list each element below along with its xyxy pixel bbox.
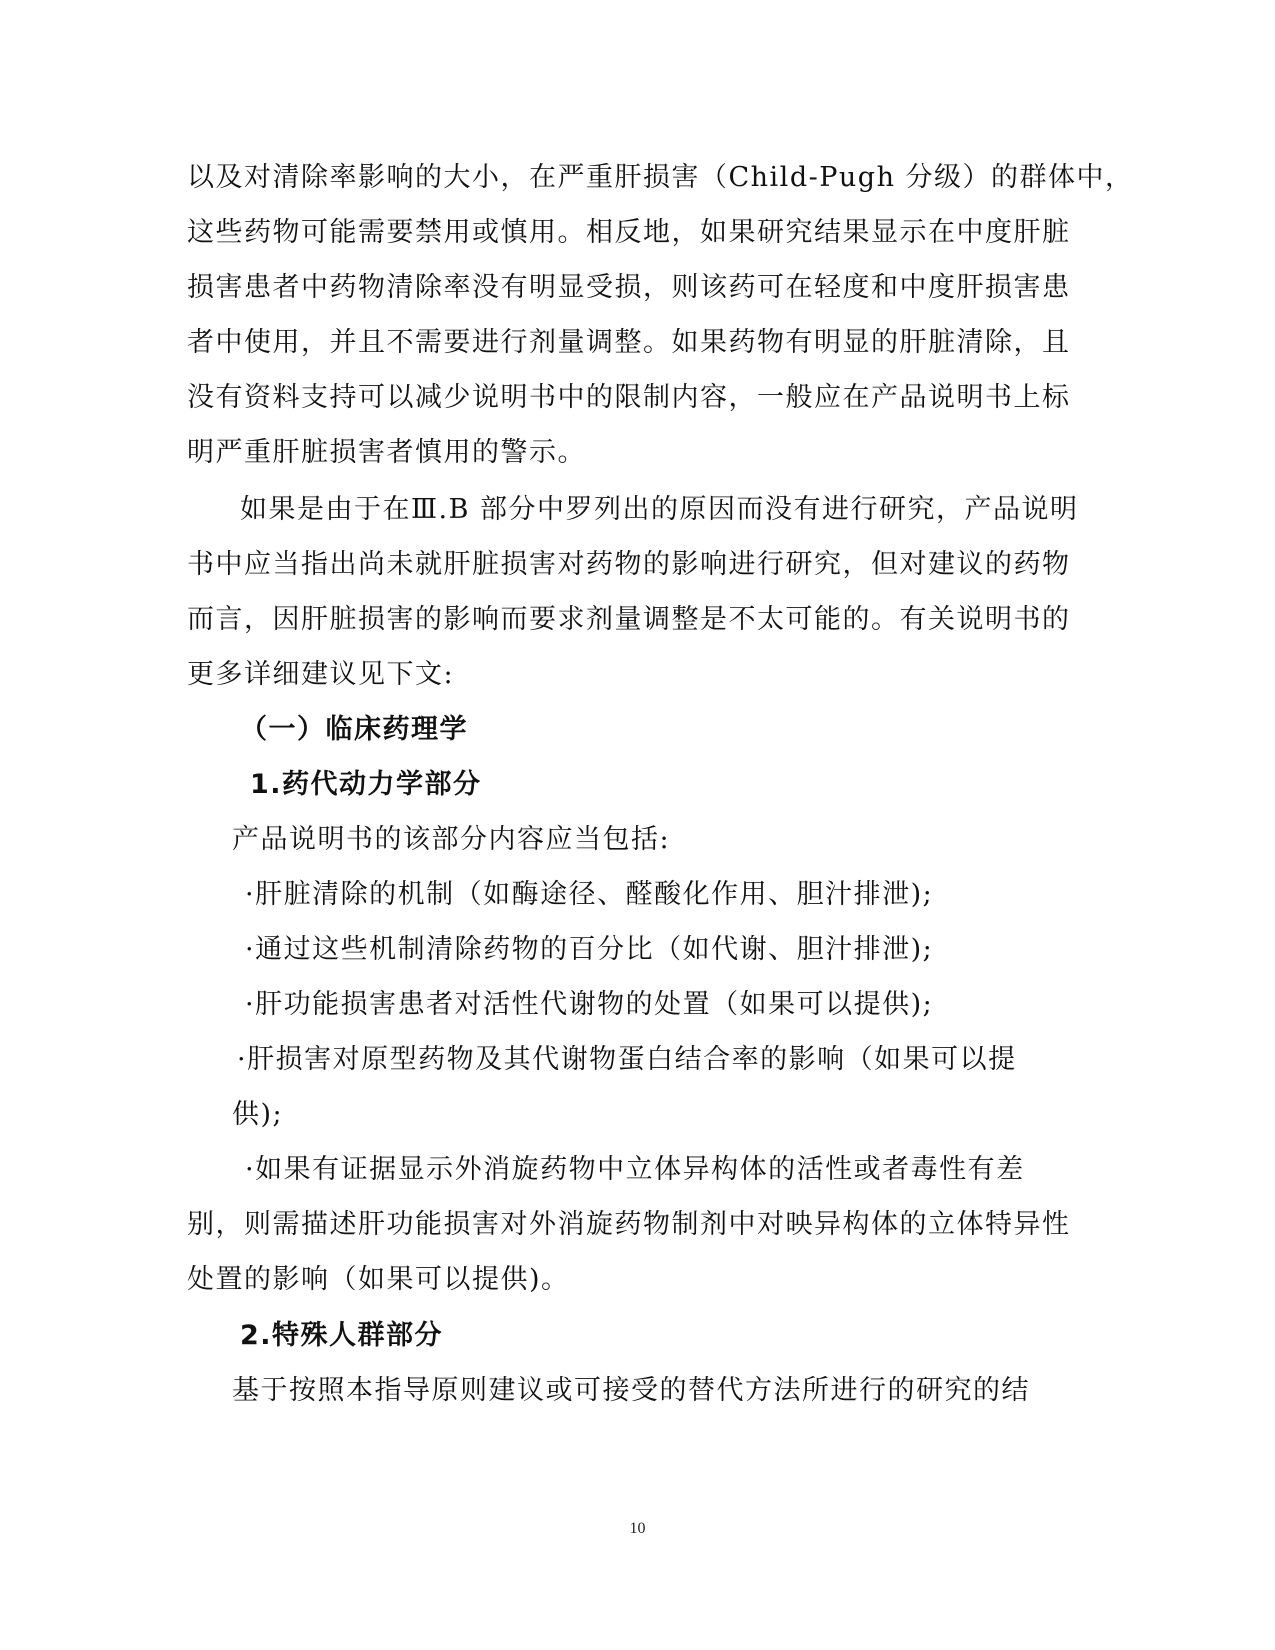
- bullet-4-line-1: ·肝损害对原型药物及其代谢物蛋白结合率的影响（如果可以提: [237, 1044, 1017, 1075]
- bullet-1: ·肝脏清除的机制（如酶途径、醛酸化作用、胆汁排泄);: [245, 879, 934, 910]
- page-number: 10: [629, 1520, 646, 1537]
- bullet-5-line-2: 别，则需描述肝功能损害对外消旋药物制剂中对映异构体的立体特异性: [187, 1209, 1071, 1240]
- section-heading: （一）临床药理学: [240, 714, 468, 745]
- paragraph-2-line-4: 更多详细建议见下文:: [187, 659, 455, 690]
- paragraph-2-line-3: 而言，因肝脏损害的影响而要求剂量调整是不太可能的。有关说明书的: [187, 604, 1071, 635]
- paragraph-1-line-4: 者中使用，并且不需要进行剂量调整。如果药物有明显的肝脏清除，且: [187, 327, 1071, 358]
- bullet-5-line-3: 处置的影响（如果可以提供)。: [187, 1264, 570, 1295]
- subsection-2-heading: 2.特殊人群部分: [240, 1320, 444, 1351]
- paragraph-1-line-3: 损害患者中药物清除率没有明显受损，则该药可在轻度和中度肝损害患: [187, 272, 1071, 303]
- paragraph-2-line-1: 如果是由于在Ⅲ.B 部分中罗列出的原因而没有进行研究，产品说明: [240, 494, 1079, 525]
- subsection-2-text: 基于按照本指导原则建议或可接受的替代方法所进行的研究的结: [232, 1375, 1030, 1406]
- paragraph-1-line-1: 以及对清除率影响的大小，在严重肝损害（Child-Pugh 分级）的群体中，: [187, 162, 1134, 193]
- bullet-4-line-2: 供);: [232, 1099, 284, 1130]
- bullet-5-line-1: ·如果有证据显示外消旋药物中立体异构体的活性或者毒性有差: [245, 1154, 1025, 1185]
- paragraph-1-line-5: 没有资料支持可以减少说明书中的限制内容，一般应在产品说明书上标: [187, 382, 1071, 413]
- bullet-3: ·肝功能损害患者对活性代谢物的处置（如果可以提供);: [245, 989, 934, 1020]
- paragraph-2-line-2: 书中应当指出尚未就肝脏损害对药物的影响进行研究，但对建议的药物: [187, 549, 1071, 580]
- paragraph-1-line-6: 明严重肝脏损害者慎用的警示。: [187, 437, 586, 468]
- subsection-1-intro: 产品说明书的该部分内容应当包括:: [232, 824, 671, 855]
- paragraph-1-line-2: 这些药物可能需要禁用或慎用。相反地，如果研究结果显示在中度肝脏: [187, 217, 1071, 248]
- bullet-2: ·通过这些机制清除药物的百分比（如代谢、胆汁排泄);: [245, 934, 934, 965]
- subsection-1-heading: 1.药代动力学部分: [250, 769, 482, 800]
